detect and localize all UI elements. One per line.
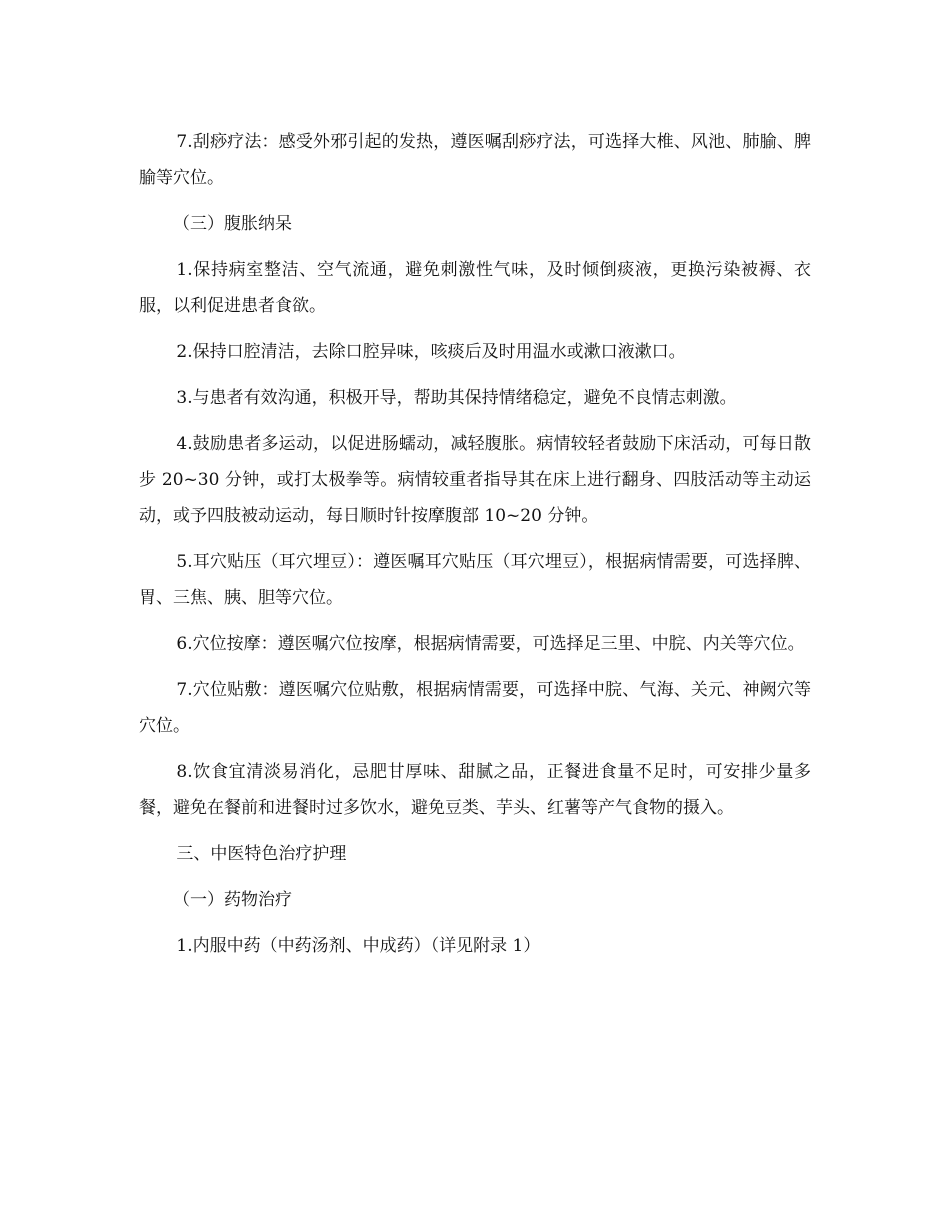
subsection-heading-drug-therapy: （一）药物治疗	[173, 890, 292, 910]
paragraph-item-3: 3.与患者有效沟通，积极开导，帮助其保持情绪稳定，避免不良情志刺激。	[176, 388, 737, 408]
document-body	[139, 124, 811, 974]
section-heading-tcm-care: 三、中医特色治疗护理	[176, 844, 347, 864]
paragraph-item-7: 7.穴位贴敷：遵医嘱穴位贴敷，根据病情需要，可选择中脘、气海、关元、神阙穴等穴位。	[139, 680, 811, 736]
paragraph-item-5: 5.耳穴贴压（耳穴埋豆）：遵医嘱耳穴贴压（耳穴埋豆），根据病情需要，可选择脾、胃、三焦、胰、胆等穴位。	[139, 552, 811, 608]
section-heading-abdominal-distension: （三）腹胀纳呆	[173, 214, 292, 234]
paragraph-item-8: 8.饮食宜清淡易消化，忌肥甘厚味、甜腻之品，正餐进食量不足时，可安排少量多餐，避免在餐前和进餐时过多饮水，避免豆类、芋头、红薯等产气食物的摄入。	[139, 762, 811, 818]
paragraph-item-4: 4.鼓励患者多运动，以促进肠蠕动，减轻腹胀。病情较轻者鼓励下床活动，可每日散步 20~30 分钟，或打太极拳等。病情较重者指导其在床上进行翻身、四肢活动等主动运动，或予四肢被动运动，每日顺时针按摩腹部 10~20 分钟。	[139, 434, 811, 526]
paragraph-oral-medicine: 1.内服中药（中药汤剂、中成药）（详见附录 1）	[176, 936, 541, 956]
paragraph-item-1: 1.保持病室整洁、空气流通，避免刺激性气味，及时倾倒痰液，更换污染被褥、衣服，以利促进患者食欲。	[139, 260, 811, 316]
paragraph-item-6: 6.穴位按摩：遵医嘱穴位按摩，根据病情需要，可选择足三里、中脘、内关等穴位。	[176, 634, 805, 654]
paragraph-item-2: 2.保持口腔清洁，去除口腔异味，咳痰后及时用温水或漱口液漱口。	[176, 342, 686, 362]
paragraph-scraping-therapy: 7.刮痧疗法：感受外邪引起的发热，遵医嘱刮痧疗法，可选择大椎、风池、肺腧、脾腧等穴位。	[139, 132, 811, 188]
